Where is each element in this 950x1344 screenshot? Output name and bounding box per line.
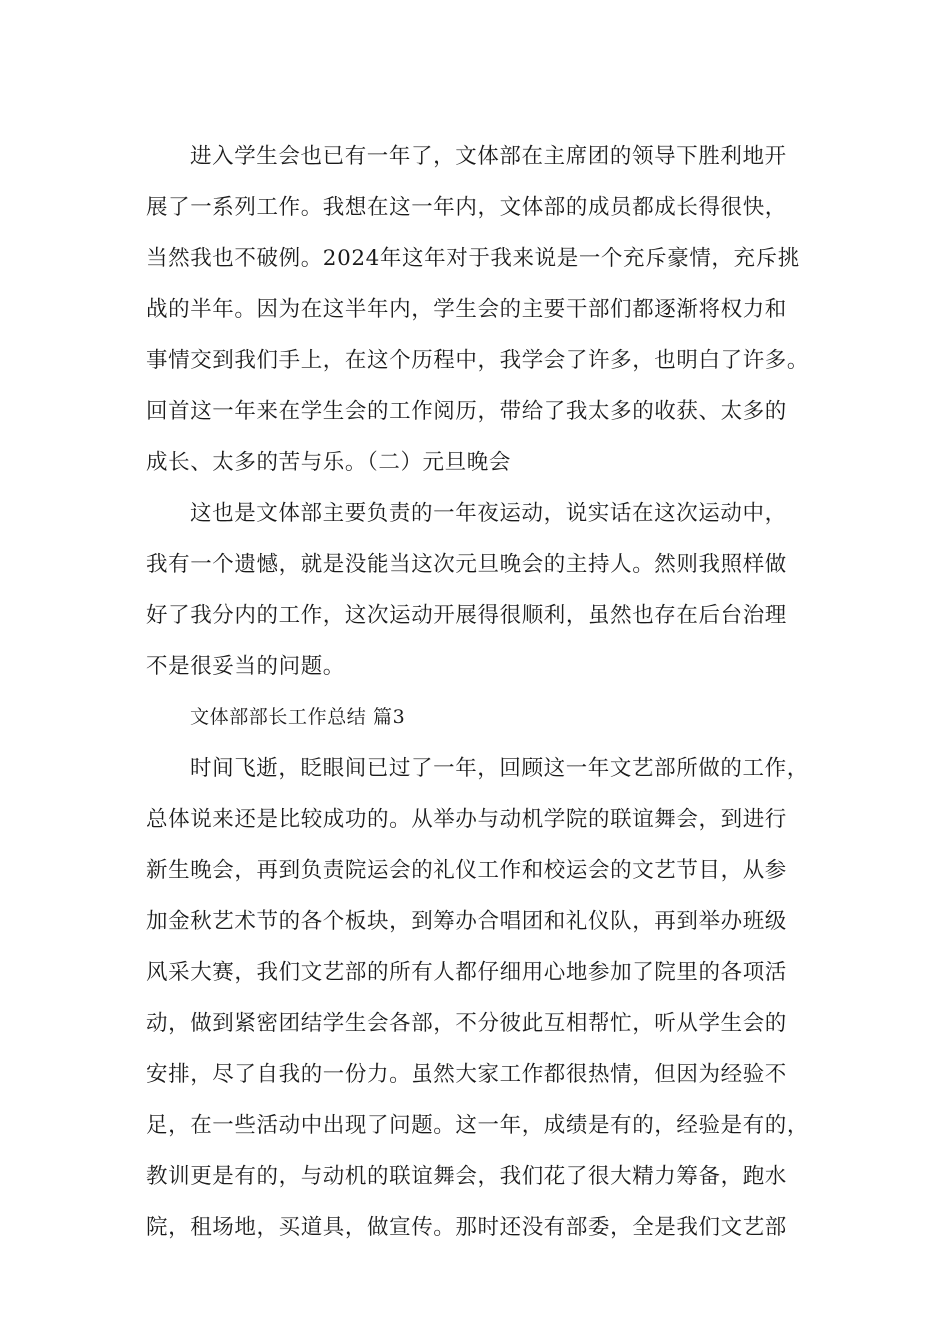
paragraph-1-line-3: 当然我也不破例。2024年这年对于我来说是一个充斥豪情，充斥挑 (146, 246, 800, 271)
paragraph-3-line-9: 教训更是有的，与动机的联谊舞会，我们花了很大精力筹备，跑水 (146, 1164, 787, 1189)
paragraph-3-line-8: 足，在一些活动中出现了问题。这一年，成绩是有的，经验是有的， (146, 1113, 810, 1138)
paragraph-2-line-3: 好了我分内的工作，这次运动开展得很顺利，虽然也存在后台治理 (146, 603, 787, 628)
paragraph-3-line-2: 总体说来还是比较成功的。从举办与动机学院的联谊舞会，到进行 (146, 807, 787, 832)
document-body (146, 131, 836, 1253)
paragraph-3-line-6: 动，做到紧密团结学生会各部，不分彼此互相帮忙，听从学生会的 (146, 1011, 787, 1036)
paragraph-1-line-4: 战的半年。因为在这半年内，学生会的主要干部们都逐渐将权力和 (146, 297, 787, 322)
paragraph-1-line-5: 事情交到我们手上，在这个历程中，我学会了许多，也明白了许多。 (146, 348, 810, 373)
paragraph-2-line-2: 我有一个遗憾，就是没能当这次元旦晚会的主持人。然则我照样做 (146, 552, 787, 577)
paragraph-2-line-1: 这也是文体部主要负责的一年夜运动，说实话在这次运动中， (190, 501, 787, 526)
paragraph-2-line-4: 不是很妥当的问题。 (146, 654, 345, 679)
paragraph-3-line-3: 新生晚会，再到负责院运会的礼仪工作和校运会的文艺节目，从参 (146, 858, 787, 883)
paragraph-1-line-7: 成长、太多的苦与乐。（二）元旦晚会 (146, 450, 511, 475)
paragraph-3-line-4: 加金秋艺术节的各个板块，到筹办合唱团和礼仪队，再到举办班级 (146, 909, 787, 934)
paragraph-3-line-10: 院，租场地，买道具，做宣传。那时还没有部委，全是我们文艺部 (146, 1215, 787, 1240)
paragraph-3-line-5: 风采大赛，我们文艺部的所有人都仔细用心地参加了院里的各项活 (146, 960, 787, 985)
paragraph-1-line-6: 回首这一年来在学生会的工作阅历，带给了我太多的收获、太多的 (146, 399, 787, 424)
paragraph-1-line-1: 进入学生会也已有一年了，文体部在主席团的领导下胜利地开 (190, 144, 787, 169)
paragraph-1-line-2: 展了一系列工作。我想在这一年内，文体部的成员都成长得很快， (146, 195, 787, 220)
section-heading: 文体部部长工作总结 篇3 (190, 706, 406, 728)
paragraph-3-line-1: 时间飞逝，眨眼间已过了一年，回顾这一年文艺部所做的工作， (190, 756, 809, 781)
paragraph-3-line-7: 安排，尽了自我的一份力。虽然大家工作都很热情，但因为经验不 (146, 1062, 787, 1087)
